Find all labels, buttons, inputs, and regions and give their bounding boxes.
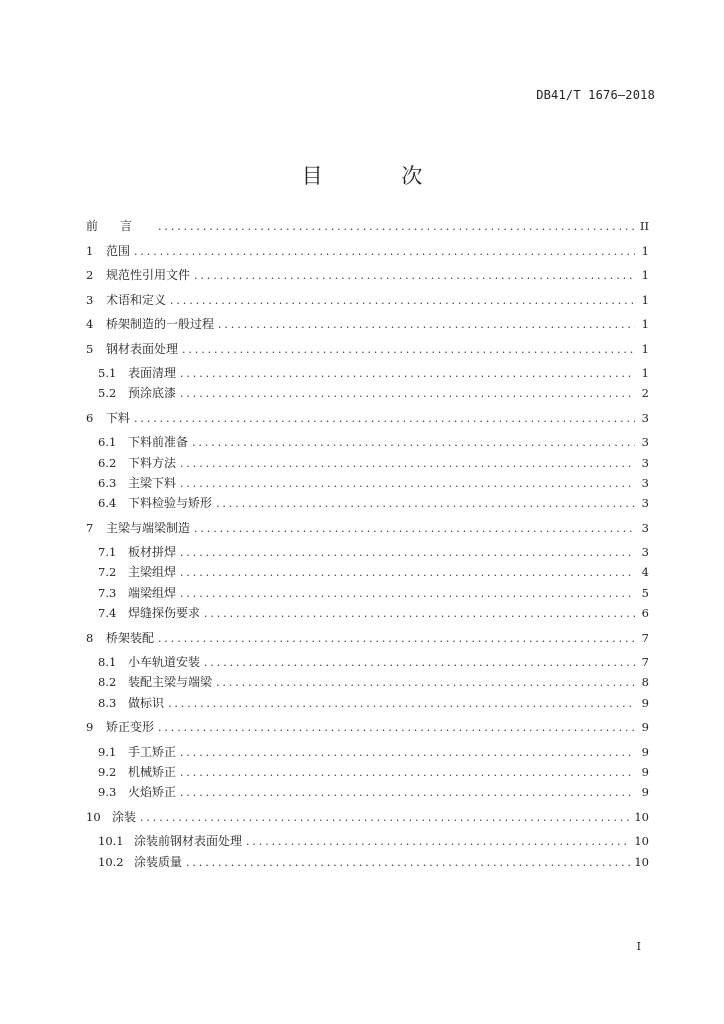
toc-entry-page: 10 — [634, 809, 649, 824]
toc-entry-label: 下料 — [106, 410, 131, 425]
toc-entry-page: 5 — [641, 585, 649, 600]
toc-entry-number: 7.3 — [98, 585, 117, 600]
toc-entry-label: 主梁组焊 — [128, 565, 177, 580]
toc-leader-dots — [180, 566, 635, 579]
toc-entry-label: 做标识 — [128, 695, 165, 710]
toc-leader-dots — [158, 220, 635, 233]
toc-entry-8-3[interactable] — [86, 694, 649, 719]
toc-leader-dots — [216, 676, 635, 689]
toc-entry-label: 下料检验与矫形 — [128, 496, 213, 511]
toc-entry-page: 1 — [641, 317, 649, 331]
toc-entry-label: 表面清理 — [128, 366, 177, 380]
toc-entry-label: 手工矫正 — [128, 744, 177, 759]
toc-entry-label: 矫正变形 — [106, 720, 155, 735]
toc-entry-page: 3 — [641, 475, 649, 490]
toc-entry-number: 8 — [86, 630, 94, 645]
toc-leader-dots — [194, 522, 635, 535]
toc-entry-number: 8.1 — [98, 655, 117, 670]
toc-entry-label: 规范性引用文件 — [106, 268, 191, 282]
toc-entry-label: 主梁与端梁制造 — [106, 520, 191, 535]
toc-entry-5[interactable] — [86, 340, 649, 365]
toc-entry-number: 5.2 — [98, 386, 117, 401]
toc-entry-number: 6 — [86, 410, 94, 425]
toc-leader-dots — [158, 632, 635, 645]
toc-entry-number: 9.2 — [98, 764, 117, 779]
toc-entry-page: 1 — [641, 243, 649, 258]
toc-entry-label: 主梁下料 — [128, 475, 177, 490]
toc-leader-dots — [180, 387, 635, 400]
toc-leader-dots — [180, 546, 635, 559]
toc-leader-dots — [180, 746, 635, 759]
toc-entry-7-3[interactable] — [86, 584, 649, 604]
toc-entry-4[interactable] — [86, 315, 649, 340]
toc-entry-10[interactable] — [86, 808, 649, 833]
toc-leader-dots — [216, 497, 635, 510]
toc-entry-number: 6.2 — [98, 455, 117, 470]
toc-leader-dots — [180, 766, 635, 779]
toc-entry-page: 1 — [641, 268, 649, 282]
toc-entry-page: 3 — [641, 455, 649, 470]
toc-leader-dots — [180, 786, 635, 799]
toc-entry-number: 6.3 — [98, 475, 117, 490]
toc-entry-6-3[interactable] — [86, 474, 649, 494]
toc-entry-6-2[interactable] — [86, 454, 649, 474]
toc-entry-number: 8.2 — [98, 675, 117, 690]
toc-entry-number: 10 — [86, 809, 101, 824]
toc-entry-9-3[interactable] — [86, 783, 649, 808]
toc-entry-page: 9 — [641, 744, 649, 759]
toc-entry-label: 小车轨道安装 — [128, 655, 201, 670]
toc-entry-label: 涂装前钢材表面处理 — [134, 834, 243, 849]
toc-entry-label: 前言 — [86, 219, 155, 233]
toc-entry-7-4[interactable] — [86, 604, 649, 629]
toc-entry-number: 4 — [86, 317, 94, 331]
toc-entry-page: 1 — [641, 366, 649, 380]
toc-entry-label: 桥架装配 — [106, 630, 155, 645]
toc-entry-label: 端梁组焊 — [128, 585, 177, 600]
toc-entry-page: 1 — [641, 341, 649, 356]
toc-leader-dots — [182, 343, 635, 356]
toc-entry-page: 1 — [641, 292, 649, 307]
toc-entry-page: 9 — [641, 720, 649, 735]
table-of-contents — [86, 217, 649, 873]
toc-entry-page: 9 — [641, 785, 649, 800]
toc-entry-number: 9.1 — [98, 744, 117, 759]
toc-entry-label: 涂装 — [112, 809, 137, 824]
toc-leader-dots — [192, 436, 635, 449]
toc-leader-dots — [168, 697, 635, 710]
toc-entry-8-1[interactable] — [86, 653, 649, 673]
toc-entry-page: II — [639, 219, 649, 233]
toc-entry-page: 10 — [634, 854, 649, 869]
toc-entry-page: 9 — [641, 695, 649, 710]
toc-entry-label: 下料方法 — [128, 455, 177, 470]
toc-entry-number: 3 — [86, 292, 94, 307]
toc-leader-dots — [170, 294, 635, 307]
document-code: DB41/T 1676—2018 — [536, 88, 655, 102]
toc-entry-label: 范围 — [106, 243, 131, 258]
toc-entry-1[interactable] — [86, 242, 649, 267]
toc-entry-5-2[interactable] — [86, 384, 649, 409]
toc-entry-number: 7.4 — [98, 606, 117, 621]
toc-entry-page: 2 — [641, 386, 649, 401]
toc-entry-9[interactable] — [86, 718, 649, 743]
toc-entry-2[interactable] — [86, 266, 649, 291]
toc-entry-page: 10 — [634, 834, 649, 849]
toc-entry-6[interactable] — [86, 409, 649, 434]
toc-entry-number: 1 — [86, 243, 94, 258]
toc-entry-label: 火焰矫正 — [128, 785, 177, 800]
toc-entry-number: 2 — [86, 268, 94, 282]
toc-entry-number: 5.1 — [98, 366, 117, 380]
toc-leader-dots — [180, 457, 635, 470]
toc-entry-page: 8 — [641, 675, 649, 690]
toc-entry-number: 7 — [86, 520, 94, 535]
toc-entry-number: 6.4 — [98, 496, 117, 511]
page-title: 目 次 — [301, 164, 459, 188]
toc-leader-dots — [140, 811, 630, 824]
toc-entry-page: 9 — [641, 764, 649, 779]
toc-entry-number: 7.2 — [98, 565, 117, 580]
toc-entry-number: 10.2 — [98, 854, 124, 869]
toc-entry-7-2[interactable] — [86, 563, 649, 583]
toc-entry-number: 5 — [86, 341, 94, 356]
toc-entry-page: 7 — [641, 630, 649, 645]
toc-entry-7[interactable] — [86, 519, 649, 544]
toc-leader-dots — [246, 835, 630, 848]
toc-entry-number: 9 — [86, 720, 94, 735]
toc-entry-label: 涂装质量 — [134, 854, 183, 869]
toc-entry-8[interactable] — [86, 629, 649, 654]
toc-entry-7-1[interactable] — [86, 543, 649, 563]
toc-entry-foreword[interactable] — [86, 217, 649, 242]
toc-leader-dots — [194, 269, 635, 282]
toc-entry-page: 3 — [641, 545, 649, 560]
toc-entry-label: 机械矫正 — [128, 764, 177, 779]
toc-entry-number: 6.1 — [98, 435, 117, 450]
toc-entry-label: 装配主梁与端梁 — [128, 675, 213, 690]
toc-leader-dots — [134, 245, 635, 258]
toc-entry-page: 3 — [641, 435, 649, 450]
toc-entry-label: 钢材表面处理 — [106, 341, 179, 356]
toc-entry-6-1[interactable] — [86, 433, 649, 453]
toc-entry-label: 焊缝探伤要求 — [128, 606, 201, 621]
toc-entry-label: 桥架制造的一般过程 — [106, 317, 215, 331]
toc-entry-6-4[interactable] — [86, 494, 649, 519]
toc-leader-dots — [180, 587, 635, 600]
toc-entry-number: 7.1 — [98, 545, 117, 560]
toc-entry-label: 板材拼焊 — [128, 545, 177, 560]
toc-entry-label: 术语和定义 — [106, 292, 167, 307]
toc-entry-page: 3 — [641, 496, 649, 511]
toc-leader-dots — [134, 412, 635, 425]
page-number: I — [636, 940, 641, 953]
toc-entry-page: 6 — [641, 606, 649, 621]
toc-entry-number: 8.3 — [98, 695, 117, 710]
toc-entry-page: 3 — [641, 520, 649, 535]
toc-entry-9-1[interactable] — [86, 743, 649, 763]
toc-entry-10-1[interactable] — [86, 832, 649, 852]
toc-leader-dots — [218, 318, 635, 331]
toc-leader-dots — [158, 721, 635, 734]
toc-entry-label: 下料前准备 — [128, 435, 189, 450]
toc-leader-dots — [186, 856, 630, 869]
toc-leader-dots — [204, 656, 635, 669]
toc-entry-page: 3 — [641, 410, 649, 425]
toc-entry-page: 7 — [641, 655, 649, 670]
toc-entry-9-2[interactable] — [86, 763, 649, 783]
toc-entry-8-2[interactable] — [86, 673, 649, 693]
toc-entry-number: 10.1 — [98, 834, 124, 849]
toc-entry-label: 预涂底漆 — [128, 386, 177, 401]
toc-leader-dots — [180, 477, 635, 490]
toc-entry-page: 4 — [641, 565, 649, 580]
toc-leader-dots — [180, 367, 635, 380]
toc-leader-dots — [204, 607, 635, 620]
toc-entry-10-2[interactable] — [86, 853, 649, 873]
toc-entry-number: 9.3 — [98, 785, 117, 800]
toc-entry-3[interactable] — [86, 291, 649, 316]
toc-entry-5-1[interactable] — [86, 364, 649, 384]
